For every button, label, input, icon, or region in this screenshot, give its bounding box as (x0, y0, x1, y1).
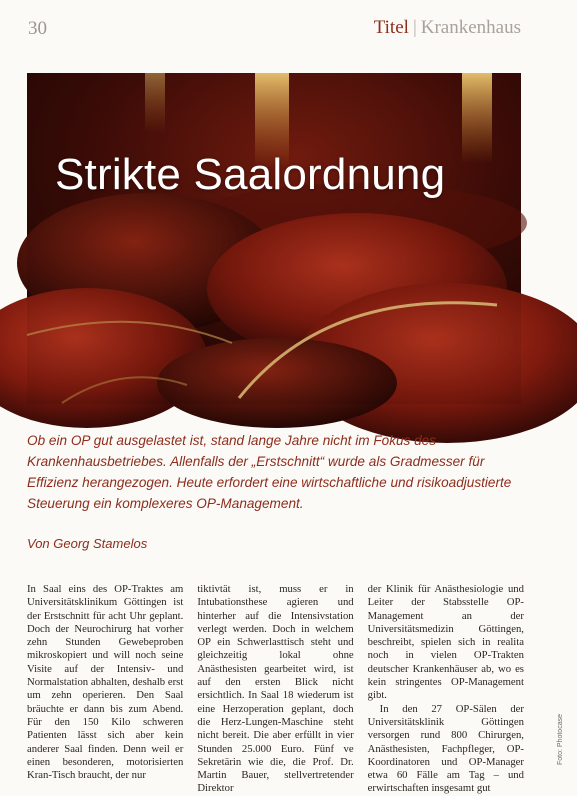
section-separator: | (412, 17, 417, 38)
body-column-2 (197, 583, 354, 795)
paragraph: In Saal eins des OP-Traktes am Universitätsklinikum Göttingen ist der Erstschnitt für acht Uhr geplant. Doch der Neurochirurg hat vorher zehn Stunden Gewebeproben mikroskopiert und will noch seine Visite auf der Intensiv- und Normalstation abhalten, deshalb erst um zehn operieren. Den Saal bräuchte er dann bis zum Abend. Für den 150 Kilo schweren Patienten lässt sich aber kein anderer Saal finden. Denn weil er einen besonderen, motorisierten Kran-Tisch braucht, der nur (27, 583, 184, 782)
hero-image (27, 73, 521, 404)
photo-credit: Foto: Photocase (557, 714, 564, 765)
article-lead: Ob ein OP gut ausgelastet ist, stand lange Jahre nicht im Fokus des Krankenhausbetriebes. Allenfalls der „Erstschnitt“ wurde als Gradmesser für Effizienz herangezogen. Heute erfordert eine wirtschaftliche und risikoadjustierte Steuerung ein komplexeres OP-Management. (27, 433, 512, 511)
body-text (27, 583, 524, 795)
article-byline: Von Georg Stamelos (27, 536, 148, 551)
section-header (374, 17, 521, 39)
paragraph: der Klinik für Anästhesiologie und Leiter der Stabsstelle OP-Management an der Universitätsmedizin Göttingen, beschreibt, spielen sich in realita noch in vielen OP-Trakten deutscher Krankenhäuser ab, wo es kein stringentes OP-Management gibt. (367, 583, 524, 702)
body-column-3 (367, 583, 524, 795)
article-title: Strikte Saalordnung (55, 150, 446, 199)
paragraph: In den 27 OP-Sälen der Universitätsklinik Göttingen versorgen rund 800 Chirurgen, Anästhesisten, Fachpfleger, OP-Koordinatoren und OP-Manager etwa 60 Fälle am Tag – und erwirtschaften insgesamt gut (367, 702, 524, 795)
section-title: Titel (373, 17, 409, 38)
body-column-1 (27, 583, 184, 782)
page-number: 30 (28, 18, 47, 39)
paragraph: tiktivtät ist, muss er in Intubationsthese agieren und hinterher auf die Intensivstation verlegt werden. Doch in welchem OP ein Schwerlasttisch steht und gleichzeitig lokal ohne Anästhesisten gearbeitet wird, ist auf den ersten Blick nicht ersichtlich. In Saal 18 wiederum ist eine Herzoperation geplant, doch die Herz-Lungen-Maschine steht nicht bereit. Die aber erfüllt in vier Stunden 25.000 Euro. Fünf ve Sekretärin wie die, die Prof. Dr. Martin Bauer, stellvertretender Direktor (197, 583, 354, 795)
section-subtitle: Krankenhaus (420, 17, 521, 38)
auditorium-seats-photo (27, 73, 521, 404)
